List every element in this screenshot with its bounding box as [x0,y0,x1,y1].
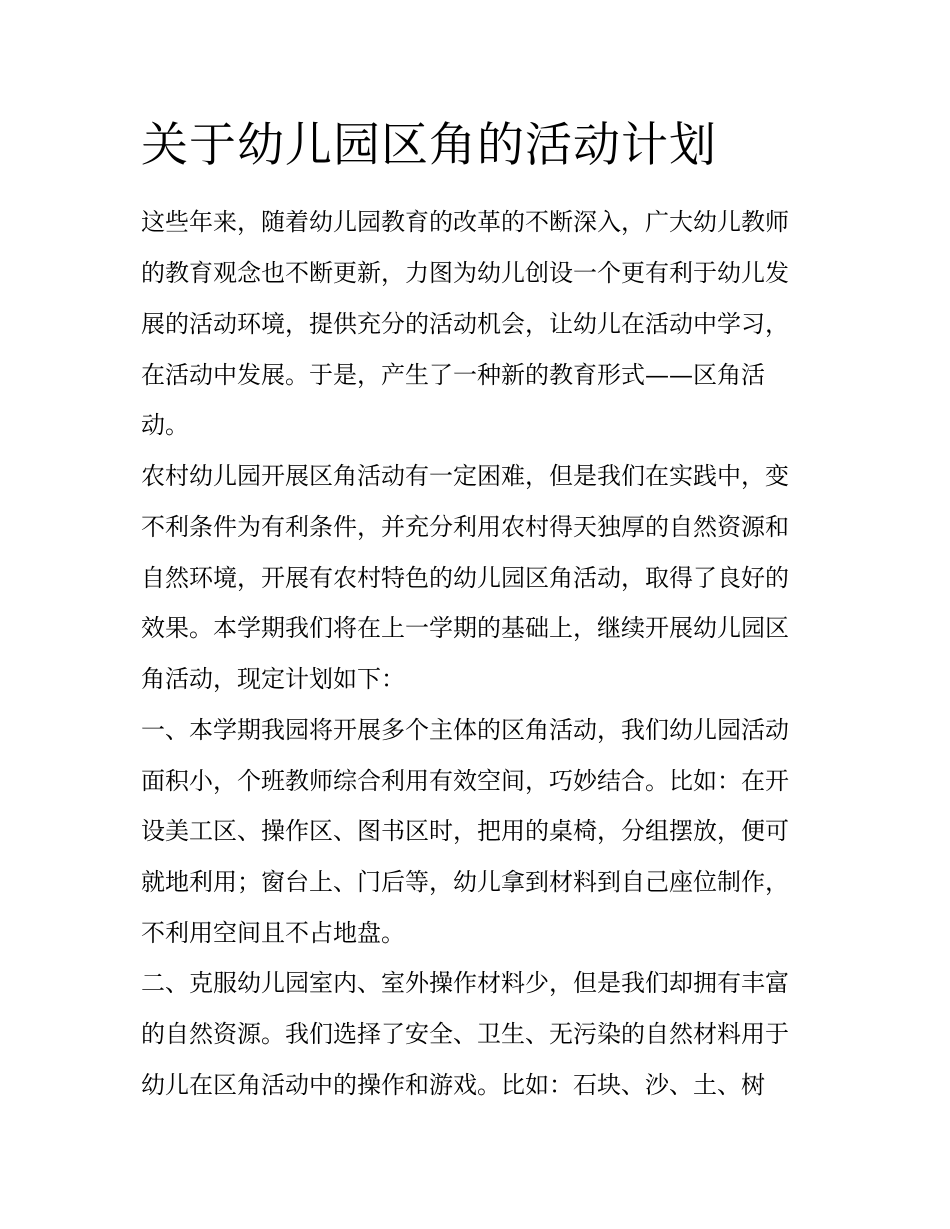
body-text-line: 二、克服幼儿园室内、室外操作材料少，但是我们却拥有丰富 [141,969,789,997]
body-text-line: 效果。本学期我们将在上一学期的基础上，继续开展幼儿园区 [141,614,789,642]
body-text-line: 自然环境，开展有农村特色的幼儿园区角活动，取得了良好的 [141,564,789,592]
body-text-line: 幼儿在区角活动中的操作和游戏。比如：石块、沙、土、树 [141,1071,765,1099]
body-text-line: 角活动，现定计划如下： [141,665,405,693]
document-title: 关于幼儿园区角的活动计划 [141,118,717,173]
body-text-line: 农村幼儿园开展区角活动有一定困难，但是我们在实践中，变 [141,462,789,490]
body-text-line: 的教育观念也不断更新，力图为幼儿创设一个更有利于幼儿发 [141,259,789,287]
body-text-line: 这些年来，随着幼儿园教育的改革的不断深入，广大幼儿教师 [141,208,789,236]
body-text-line: 设美工区、操作区、图书区时，把用的桌椅，分组摆放，便可 [141,817,789,845]
body-text-line: 一、本学期我园将开展多个主体的区角活动，我们幼儿园活动 [141,716,789,744]
body-text-line: 展的活动环境，提供充分的活动机会，让幼儿在活动中学习， [141,310,789,338]
body-text-line: 就地利用；窗台上、门后等，幼儿拿到材料到自己座位制作， [141,868,789,896]
body-text-line: 动。 [141,411,189,439]
body-text-line: 不利条件为有利条件，并充分利用农村得天独厚的自然资源和 [141,513,789,541]
body-text-line: 在活动中发展。于是，产生了一种新的教育形式——区角活 [141,361,765,389]
body-text-line: 的自然资源。我们选择了安全、卫生、无污染的自然材料用于 [141,1020,789,1048]
body-text-line: 面积小，个班教师综合利用有效空间，巧妙结合。比如：在开 [141,767,789,795]
body-text-line: 不利用空间且不占地盘。 [141,919,405,947]
